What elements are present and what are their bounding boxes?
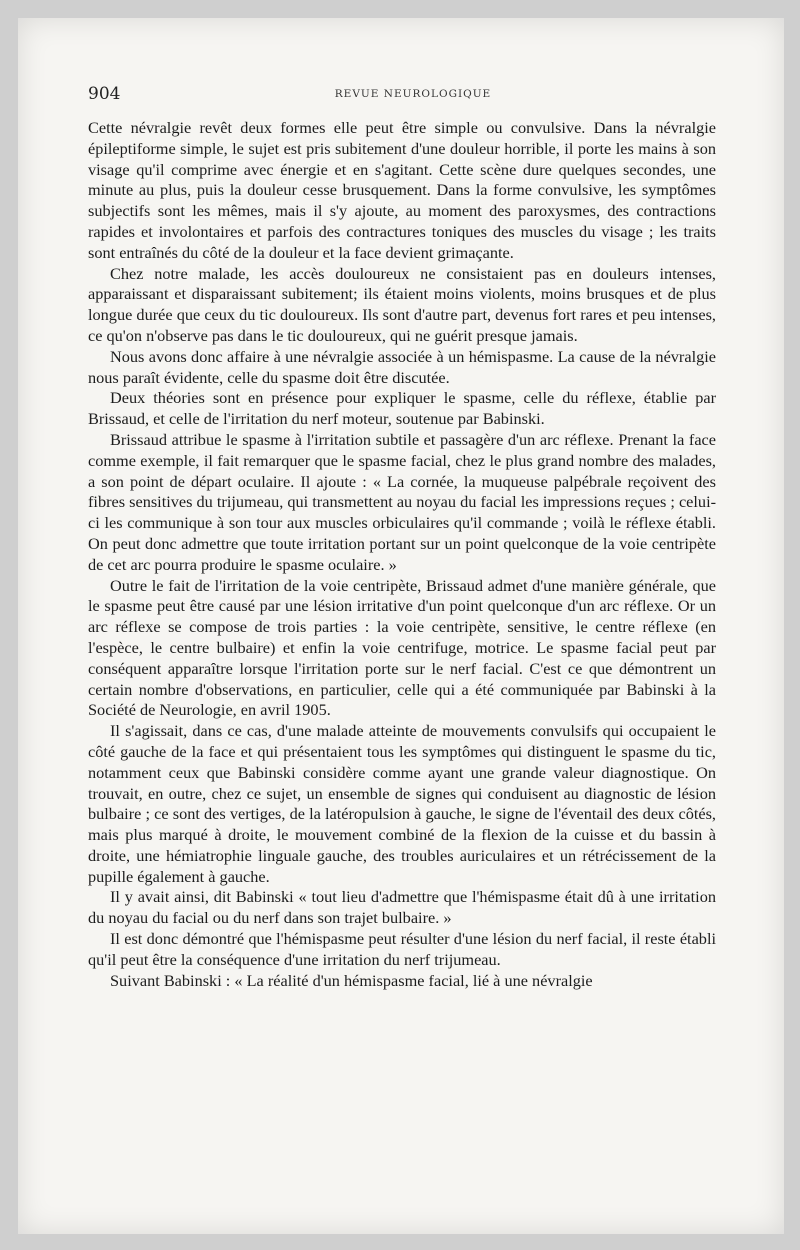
- paragraph: Il y avait ainsi, dit Babinski « tout lieu d'admettre que l'hémispasme était dû à une irritation du noyau du facial ou du nerf dans son trajet bulbaire. »: [88, 887, 716, 928]
- paragraph: Cette névralgie revêt deux formes elle peut être simple ou convulsive. Dans la névralgie épileptiforme simple, le sujet est pris subitement d'une douleur horrible, il porte les mains à son visage qu'il comprime avec énergie et en s'agitant. Cette scène dure quelques secondes, une minute au plus, puis la douleur cesse brusquement. Dans la forme convulsive, les symptômes subjectifs sont les mêmes, mais il s'y ajoute, au moment des paroxysmes, des contractions rapides et involontaires et parfois des contractures toniques des muscles du visage ; les traits sont entraînés du côté de la douleur et la face devient grimaçante.: [88, 118, 716, 262]
- paragraph: Brissaud attribue le spasme à l'irritation subtile et passagère d'un arc réflexe. Prenant la face comme exemple, il fait remarquer que le spasme facial, chez le plus grand nombre des malades, a son point de départ oculaire. Il ajoute : « La cornée, la muqueuse palpébrale reçoivent des fibres sensitives du trijumeau, qui transmettent au noyau du facial les impressions reçues ; celui-ci les communique à son tour aux muscles orbiculaires qu'il commande ; voilà le réflexe établi. On peut donc admettre que toute irritation portant sur un point quelconque de la voie centripète de cet arc pourra produire le spasme oculaire. »: [88, 429, 717, 574]
- paragraph: Chez notre malade, les accès douloureux ne consistaient pas en douleurs intenses, apparaissant et disparaissant subitement; ils étaient moins violents, moins brusques et de plus longue durée que ceux du tic douloureux. Ils sont d'autre part, devenus fort rares et peu intenses, ce qu'on n'observe pas dans le tic douloureux, qui ne guérit presque jamais.: [88, 263, 716, 345]
- article-body: [88, 118, 716, 991]
- paragraph: Suivant Babinski : « La réalité d'un hémispasme facial, lié à une névralgie: [110, 970, 593, 990]
- paragraph: Il est donc démontré que l'hémispasme peut résulter d'une lésion du nerf facial, il reste établi qu'il peut être la conséquence d'une irritation du nerf trijumeau.: [88, 929, 716, 969]
- paragraph: Deux théories sont en présence pour expliquer le spasme, celle du réflexe, établie par Brissaud, et celle de l'irritation du nerf moteur, soutenue par Babinski.: [88, 388, 716, 429]
- paragraph: Il s'agissait, dans ce cas, d'une malade atteinte de mouvements convulsifs qui occupaient le côté gauche de la face et qui présentaient tous les symptômes qui distinguent le spasme du tic, notamment ceux que Babinski considère comme ayant une grande valeur diagnostique. On trouvait, en outre, chez ce sujet, un ensemble de signes qui conduisent au diagnostic de lésion bulbaire ; ce sont des vertiges, de la latéropulsion à gauche, le signe de l'éventail des deux côtés, mais plus marqué à droite, le mouvement combiné de la flexion de la cuisse et du bassin à droite, une hémiatrophie linguale gauche, des troubles auriculaires et un rétrécissement de la pupille également à gauche.: [88, 721, 716, 886]
- journal-page: [18, 18, 784, 1234]
- paragraph: Nous avons donc affaire à une névralgie associée à un hémispasme. La cause de la névralgie nous paraît évidente, celle du spasme doit être discutée.: [88, 346, 716, 387]
- page-number: 904: [88, 84, 121, 104]
- page-header: [88, 84, 738, 108]
- paragraph: Outre le fait de l'irritation de la voie centripète, Brissaud admet d'une manière générale, que le spasme peut être causé par une lésion irritative d'un point quelconque d'un arc réflexe. Or un arc réflexe se compose de trois parties : la voie centripète, sensitive, le centre réflexe (en l'espèce, le centre bulbaire) et enfin la voie centrifuge, motrice. Le spasme facial peut par conséquent apparaître lorsque l'irritation porte sur le nerf facial. C'est ce que démontrent un certain nombre d'observations, en particulier, celle qui a été communiquée par Babinski à la Société de Neurologie, en avril 1905.: [88, 575, 716, 720]
- running-title: REVUE NEUROLOGIQUE: [334, 88, 492, 100]
